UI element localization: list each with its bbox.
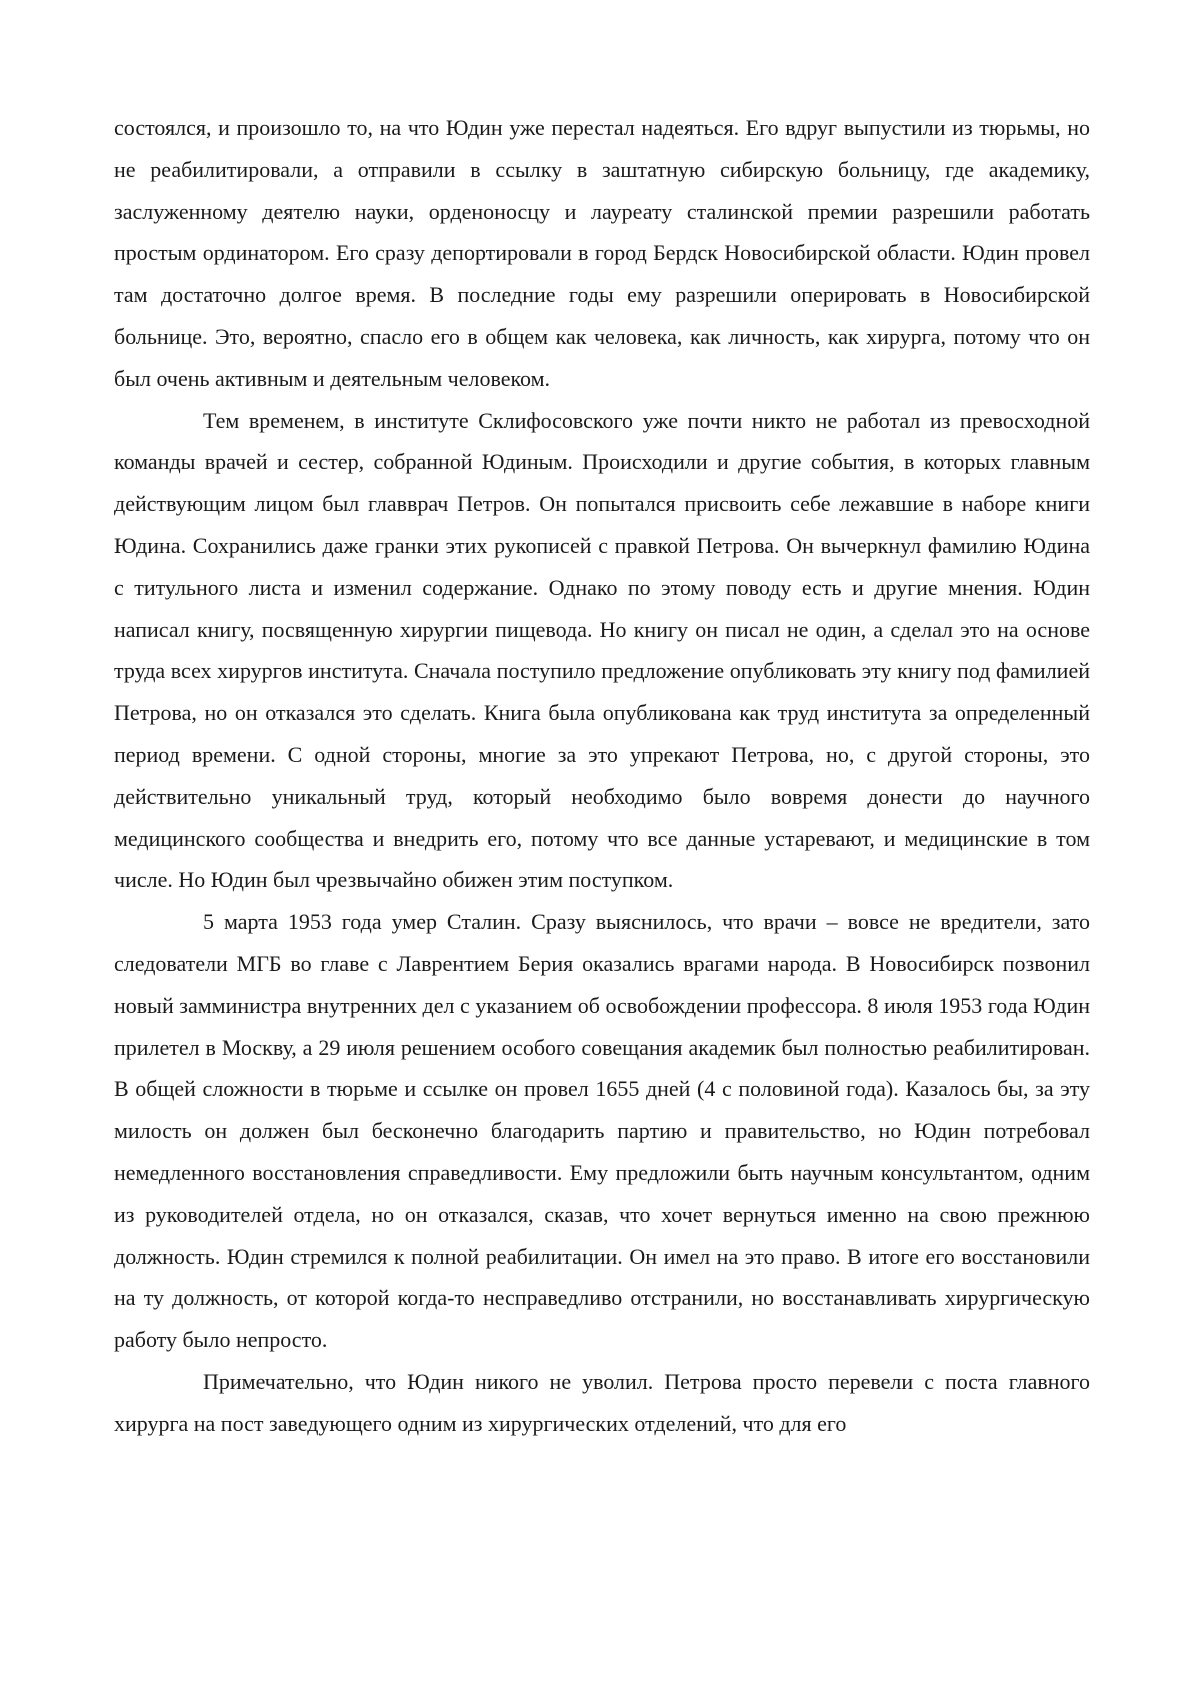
paragraph-4: Примечательно, что Юдин никого не уволил. Петрова просто перевели с поста главного хирурга на пост заведующего одним из хирургических отделений, что для его <box>114 1361 1090 1445</box>
paragraph-3: 5 марта 1953 года умер Сталин. Сразу выяснилось, что врачи – вовсе не вредители, зато следователи МГБ во главе с Лаврентием Берия оказались врагами народа. В Новосибирск позвонил новый замминистра внутренних дел с указанием об освобождении профессора. 8 июля 1953 года Юдин прилетел в Москву, а 29 июля решением особого совещания академик был полностью реабилитирован. В общей сложности в тюрьме и ссылке он провел 1655 дней (4 с половиной года). Казалось бы, за эту милость он должен был бесконечно благодарить партию и правительство, но Юдин потребовал немедленного восстановления справедливости. Ему предложили быть научным консультантом, одним из руководителей отдела, но он отказался, сказав, что хочет вернуться именно на свою прежнюю должность. Юдин стремился к полной реабилитации. Он имел на это право. В итоге его восстановили на ту должность, от которой когда-то несправедливо отстранили, но восстанавливать хирургическую работу было непросто. <box>114 901 1090 1361</box>
paragraph-2: Тем временем, в институте Склифосовского уже почти никто не работал из превосходной команды врачей и сестер, собранной Юдиным. Происходили и другие события, в которых главным действующим лицом был главврач Петров. Он попытался присвоить себе лежавшие в наборе книги Юдина. Сохранились даже гранки этих рукописей с правкой Петрова. Он вычеркнул фамилию Юдина с титульного листа и изменил содержание. Однако по этому поводу есть и другие мнения. Юдин написал книгу, посвященную хирургии пищевода. Но книгу он писал не один, а сделал это на основе труда всех хирургов института. Сначала поступило предложение опубликовать эту книгу под фамилией Петрова, но он отказался это сделать. Книга была опубликована как труд института за определенный период времени. С одной стороны, многие за это упрекают Петрова, но, с другой стороны, это действительно уникальный труд, который необходимо было вовремя донести до научного медицинского сообщества и внедрить его, потому что все данные устаревают, и медицинские в том числе. Но Юдин был чрезвычайно обижен этим поступком. <box>114 400 1090 902</box>
document-page <box>114 107 1090 1445</box>
paragraph-1: состоялся, и произошло то, на что Юдин уже перестал надеяться. Его вдруг выпустили из тюрьмы, но не реабилитировали, а отправили в ссылку в заштатную сибирскую больницу, где академику, заслуженному деятелю науки, орденоносцу и лауреату сталинской премии разрешили работать простым ординатором. Его сразу депортировали в город Бердск Новосибирской области. Юдин провел там достаточно долгое время. В последние годы ему разрешили оперировать в Новосибирской больнице. Это, вероятно, спасло его в общем как человека, как личность, как хирурга, потому что он был очень активным и деятельным человеком. <box>114 107 1090 400</box>
